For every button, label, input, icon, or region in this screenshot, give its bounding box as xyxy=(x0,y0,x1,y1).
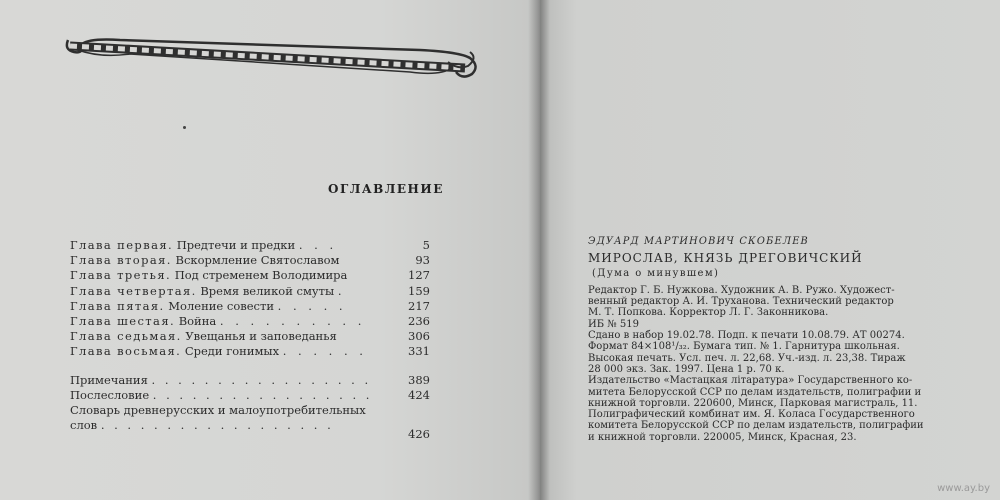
toc-row-chapter-4 xyxy=(70,284,430,299)
page-number: 93 xyxy=(415,253,430,268)
imprint-line: книжной торговли. 220600, Минск, Парковая магистраль, 11. xyxy=(588,397,918,409)
print-speck xyxy=(183,126,186,129)
leader-dots: . xyxy=(337,283,346,298)
book-subtitle: (Дума о минувшем) xyxy=(592,267,720,279)
toc-row-chapter-3 xyxy=(70,268,430,283)
page-number: 331 xyxy=(408,344,430,359)
page-number: 236 xyxy=(408,313,430,328)
imprint-line: Высокая печать. Усл. печ. л. 22,68. Уч.-изд. л. 23,38. Тираж xyxy=(588,352,906,364)
toc-row-glossary xyxy=(70,403,430,440)
imprint-line: 28 000 экз. Зак. 1997. Цена 1 р. 70 к. xyxy=(588,363,785,375)
toc-row-chapter-8 xyxy=(70,344,430,359)
leader-dots: . . . . . . . . . . . . . . . . . xyxy=(152,387,373,402)
toc-row-chapter-1 xyxy=(70,238,430,253)
toc-row-afterword xyxy=(70,388,430,403)
page-number: 426 xyxy=(408,427,430,442)
chapter-title: Увещанья и заповеданья xyxy=(185,329,337,344)
imprint-block xyxy=(588,236,948,443)
page-number: 217 xyxy=(408,298,430,313)
toc-heading: ОГЛАВЛЕНИЕ xyxy=(328,182,444,196)
chapter-number: Глава пятая. xyxy=(70,298,165,313)
chapter-title: Под стременем Володимира xyxy=(174,268,348,283)
section-label-continued: слов xyxy=(70,418,98,433)
chapter-title: Война xyxy=(178,313,217,328)
chapter-number: Глава вторая. xyxy=(70,253,172,268)
site-watermark: www.ay.by xyxy=(937,483,990,494)
imprint-line: венный редактор А. И. Труханова. Технический редактор xyxy=(588,296,894,308)
chapter-number: Глава четвертая. xyxy=(70,283,197,298)
imprint-line: митета Белорусской ССР по делам издательств, полиграфии и xyxy=(588,386,922,398)
page-number: 306 xyxy=(408,329,430,344)
imprint-line: Издательство «Мастацкая літаратура» Государственного ко- xyxy=(588,375,913,387)
imprint-line: Формат 84×108¹/₃₂. Бумага тип. № 1. Гарнитура школьная. xyxy=(588,341,900,353)
toc-row-notes xyxy=(70,373,430,388)
chapter-title: Вскормление Святославом xyxy=(175,253,340,268)
chapter-number: Глава шестая. xyxy=(70,313,176,328)
page-number: 389 xyxy=(408,372,430,387)
toc-row-chapter-2 xyxy=(70,253,430,268)
leader-dots: . . . . . xyxy=(277,298,347,313)
chapter-number: Глава первая. xyxy=(70,238,174,252)
leader-dots: . . . xyxy=(298,238,338,252)
leader-dots: . . . . . . . . . . . . . . . . . xyxy=(151,372,372,387)
section-label: Послесловие xyxy=(70,387,150,402)
page-number: 159 xyxy=(408,283,430,298)
section-label: Примечания xyxy=(70,372,148,387)
book-title: МИРОСЛАВ, КНЯЗЬ ДРЕГОВИЧСКИЙ xyxy=(588,251,863,266)
leader-dots: . . . . . . . . . . xyxy=(219,313,366,328)
chapter-title: Время великой смуты xyxy=(200,283,335,298)
imprint-line: Редактор Г. Б. Нужкова. Художник А. В. Ружо. Художест- xyxy=(588,284,895,296)
imprint-line: и книжной торговли. 220005, Минск, Красная, 23. xyxy=(588,431,857,443)
book-spine-shadow xyxy=(528,0,550,500)
imprint-line: комитета Белорусской ССР по делам издательств, полиграфии xyxy=(588,420,924,432)
imprint-line: Сдано в набор 19.02.78. Подп. к печати 10.08.79. АТ 00274. xyxy=(588,330,905,342)
section-label: Словарь древнерусских и малоупотребительных xyxy=(70,402,366,417)
imprint-line: ИБ № 519 xyxy=(588,318,639,330)
author-name: ЭДУАРД МАРТИНОВИЧ СКОБЕЛЕВ xyxy=(588,236,809,247)
chapter-number: Глава седьмая. xyxy=(70,329,182,344)
chapter-number: Глава третья. xyxy=(70,268,172,283)
decorative-border-ornament xyxy=(60,28,485,86)
leader-dots: . . . . . . . . . . . . . . . . . . xyxy=(100,418,334,433)
table-of-contents xyxy=(70,238,430,440)
chapter-title: Предтечи и предки xyxy=(176,238,296,252)
page-number: 5 xyxy=(422,238,430,252)
chapter-number: Глава восьмая. xyxy=(70,344,182,359)
toc-row-chapter-5 xyxy=(70,299,430,314)
chapter-title: Среди гонимых xyxy=(184,344,280,359)
toc-row-chapter-6 xyxy=(70,314,430,329)
page-number: 424 xyxy=(408,387,430,402)
chapter-title: Моление совести xyxy=(168,298,274,313)
page-number: 127 xyxy=(408,268,430,283)
leader-dots: . . . . . . xyxy=(282,344,367,359)
toc-row-chapter-7 xyxy=(70,329,430,344)
imprint-line: М. Т. Попкова. Корректор Л. Г. Законникова. xyxy=(588,307,829,319)
imprint-line: Полиграфический комбинат им. Я. Коласа Государственного xyxy=(588,409,915,421)
